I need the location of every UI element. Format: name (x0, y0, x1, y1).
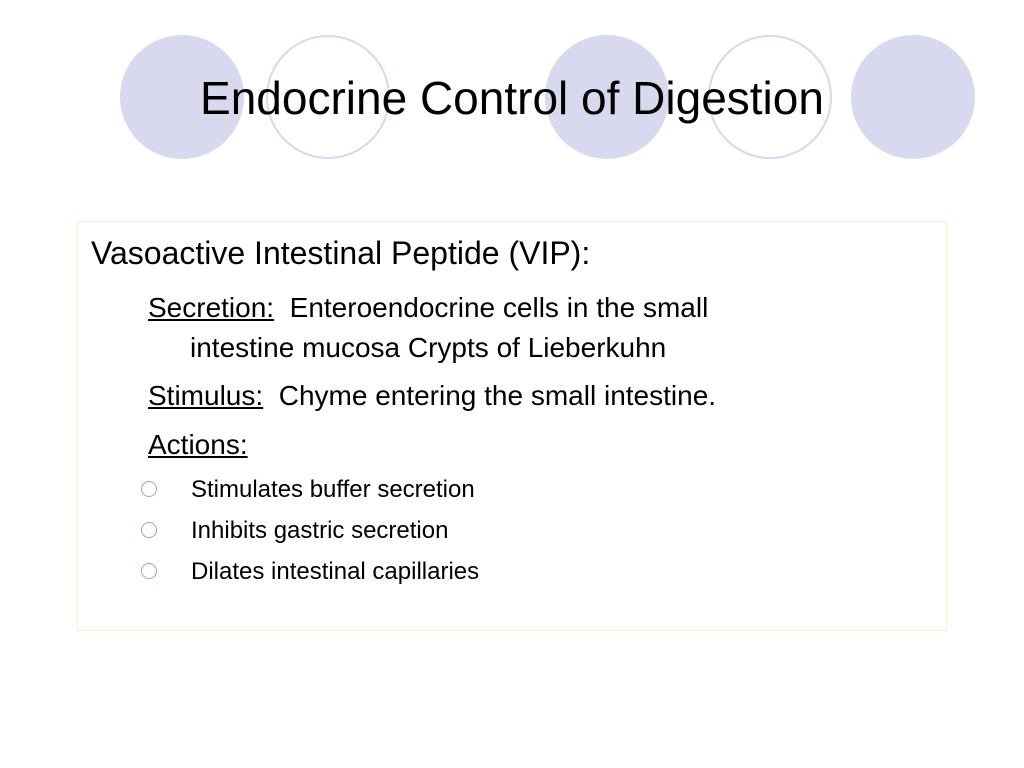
list-item (141, 556, 479, 597)
actions-label: Actions: (148, 429, 248, 460)
list-item (141, 515, 479, 556)
list-item-text: Dilates intestinal capillaries (191, 558, 480, 585)
actions-item (148, 425, 248, 465)
content-box (77, 221, 947, 631)
ring-bullet-icon (141, 563, 157, 579)
actions-list (141, 474, 479, 597)
secretion-text-line2: intestine mucosa Crypts of Lieberkuhn (190, 332, 667, 363)
slide-title: Endocrine Control of Digestion (200, 72, 824, 124)
stimulus-item (148, 376, 716, 416)
list-item-text: Stimulates buffer secretion (191, 476, 475, 503)
list-item-text: Inhibits gastric secretion (191, 517, 449, 544)
content-heading: Vasoactive Intestinal Peptide (VIP): (91, 235, 591, 271)
list-item (141, 474, 479, 515)
stimulus-label: Stimulus: (148, 380, 264, 411)
secretion-label: Secretion: (148, 292, 275, 323)
secretion-text-line1: Enteroendocrine cells in the small (289, 292, 709, 323)
stimulus-text: Chyme entering the small intestine. (278, 380, 717, 411)
ring-bullet-icon (141, 522, 157, 538)
secretion-item (148, 288, 708, 368)
ring-bullet-icon (141, 481, 157, 497)
